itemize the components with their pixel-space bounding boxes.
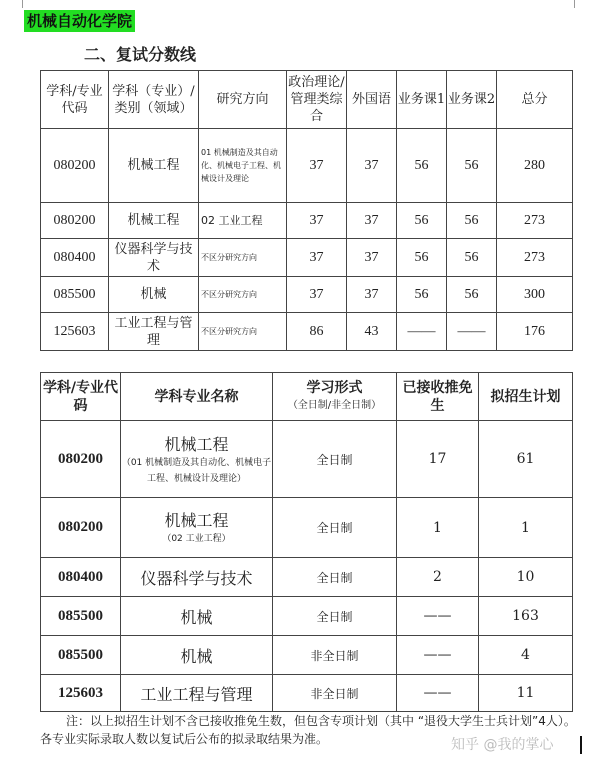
table-row: 085500 机械 非全日制 —— 4	[41, 636, 573, 675]
col-header-code: 学科/专业代码	[41, 373, 121, 421]
col-header-form	[273, 373, 397, 421]
score-table-header-row	[41, 71, 573, 129]
score-line-table	[40, 70, 573, 351]
table-row: 080400 仪器科学与技术 不区分研究方向 37 37 56 56 273	[41, 239, 573, 277]
col-header-foreign-language: 外国语	[347, 71, 397, 129]
table-row: 080200 机械工程 （02 工业工程） 全日制 1 1	[41, 498, 573, 558]
col-header-total: 总分	[497, 71, 573, 129]
footnote: 注：以上拟招生计划不含已接收推免生数，但包含专项计划（其中 “退役大学生士兵计划”4人）。各专业实际录取人数以复试后公布的拟录取结果为准。	[40, 714, 576, 746]
discipline-name: 机械工程	[164, 511, 229, 530]
discipline-subnote: （01 机械制造及其自动化、机械电子工程、机械设计及理论）	[121, 457, 272, 484]
discipline-name: 机械工程	[164, 434, 229, 454]
col-header-discipline: 学科（专业）/类别（领域）	[109, 71, 199, 129]
col-header-course1: 业务课1	[397, 71, 447, 129]
col-header-code: 学科/专业代码	[41, 71, 109, 129]
table-row: 080200 机械工程 （01 机械制造及其自动化、机械电子工程、机械设计及理论） 全日制 17 61	[41, 421, 573, 498]
table-row: 125603 工业工程与管理 不区分研究方向 86 43 —— —— 176	[41, 313, 573, 351]
form-header-sublabel: （全日制/非全日制）	[287, 399, 382, 411]
school-name-highlight: 机械自动化学院	[24, 10, 135, 32]
table-row: 080200 机械工程 01 机械制造及其自动化、机械电子工程、机械设计及理论 37 37 56 56 280	[41, 129, 573, 203]
page-corner-mark-left	[22, 0, 23, 8]
form-header-label: 学习形式	[306, 379, 363, 396]
discipline-subnote: （02 工业工程）	[162, 534, 231, 544]
section-title: 二、复试分数线	[84, 45, 197, 64]
page-corner-mark-right	[574, 0, 575, 8]
col-header-plan: 拟招生计划	[479, 373, 573, 421]
table-row: 085500 机械 全日制 —— 163	[41, 597, 573, 636]
plan-table-header-row	[41, 373, 573, 421]
col-header-recommended: 已接收推免生	[397, 373, 479, 421]
text-cursor	[580, 736, 582, 754]
table-row: 125603 工业工程与管理 非全日制 —— 11	[41, 675, 573, 712]
col-header-politics: 政治理论/管理类综合	[287, 71, 347, 129]
col-header-direction: 研究方向	[199, 71, 287, 129]
watermark: 知乎 @我的掌心	[451, 737, 554, 753]
col-header-name: 学科专业名称	[121, 373, 273, 421]
table-row: 080400 仪器科学与技术 全日制 2 10	[41, 558, 573, 597]
col-header-course2: 业务课2	[447, 71, 497, 129]
table-row: 080200 机械工程 02 工业工程 37 37 56 56 273	[41, 203, 573, 239]
enrollment-plan-table	[40, 372, 573, 712]
table-row: 085500 机械 不区分研究方向 37 37 56 56 300	[41, 277, 573, 313]
